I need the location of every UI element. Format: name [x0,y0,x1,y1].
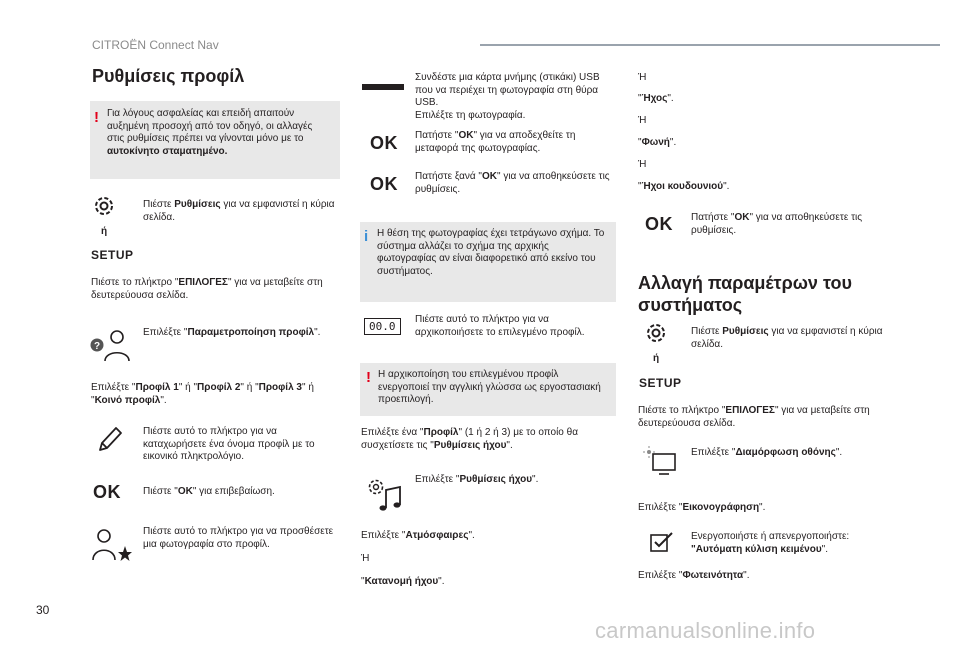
step-illustration: Επιλέξτε "Εικονογράφηση". [638,502,766,513]
photo-info-box [360,222,616,302]
setup-button-label: SETUP [91,248,134,262]
info-icon: i [364,228,369,245]
step-select-profile-sound: Επιλέξτε ένα "Προφίλ" (1 ή 2 ή 3) με το οποίο θα συσχετίσετε τις "Ρυθμίσεις ήχου". [361,427,578,451]
usb-instructions: Συνδέστε μια κάρτα μνήμης (στικάκι) USB που να περιέχει τη φωτογραφία στη θύρα USB. Επιλέξτε τη φωτογραφία. [415,72,600,121]
or-label-2: Ή [361,553,370,564]
settings-gear-icon-2 [645,322,667,349]
step-options-2: Πιέστε το πλήκτρο "ΕΠΙΛΟΓΕΣ" για να μεταβείτε στη δευτερεύουσα σελίδα. [638,405,870,429]
or-label-4: Ή [638,115,647,126]
system-params-title: Αλλαγή παραμέτρων του συστήματος [638,273,852,315]
step-sound-settings: Επιλέξτε "Ρυθμίσεις ήχου". [415,474,539,485]
step-select-profile: Επιλέξτε "Προφίλ 1" ή "Προφίλ 2" ή "Προφίλ 3" ή "Κοινό προφίλ". [91,382,314,406]
setup-button-label-2: SETUP [639,376,682,390]
ok-button-label-3: OK [370,174,398,194]
settings-gear-icon [93,195,115,222]
step-save-settings: Πατήστε ξανά "OK" για να αποθηκεύσετε τις ρυθμίσεις. [415,171,610,195]
step-reset-profile: Πιέστε αυτό το πλήκτρο για να αρχικοποιήσετε το επιλεγμένο προφίλ. [415,314,585,338]
option-distribution: "Κατανομή ήχου". [361,576,445,587]
ok-button-label: OK [93,482,121,502]
ok-button-label-4: OK [645,214,673,234]
warning-icon: ! [94,109,99,126]
option-sound: "Ήχος". [638,93,674,104]
or-label-6: ή [653,353,660,364]
or-label-5: Ή [638,159,647,170]
step-display-config: Επιλέξτε "Διαμόρφωση οθόνης". [691,447,843,458]
watermark: carmanualsonline.info [595,618,816,643]
step-open-settings-2: Πιέστε Ρυθμίσεις για να εμφανιστεί η κύρια σελίδα. [691,326,883,350]
safety-warning-box [90,101,340,179]
or-label: ή [101,226,108,237]
safety-warning-text: Για λόγους ασφαλείας και επειδή απαιτούν αυξημένη προσοχή από τον οδηγό, οι αλλαγές στις ρυθμίσεις πρέπει να γίνονται μόνο με το αυτοκίνητο σταματημένο. [107,108,313,157]
step-add-photo: Πιέστε αυτό το πλήκτρο για να προσθέσετε μια φωτογραφία στο προφίλ. [143,526,334,550]
add-photo-icon [92,527,132,568]
step-enter-name: Πιέστε αυτό το πλήκτρο για να καταχωρήσετε ένα όνομα προφίλ με το εικονικό πληκτρολόγιο. [143,426,315,462]
checkbox-icon [650,532,674,557]
header-title: CITROËN Connect Nav [92,38,219,52]
display-config-icon [643,446,679,481]
step-brightness: Επιλέξτε "Φωτεινότητα". [638,570,750,581]
option-ringtones: "Ήχοι κουδουνιού". [638,181,730,192]
reset-icon: 00.0 [364,318,401,335]
step-ambiance: Επιλέξτε "Ατμόσφαιρες". [361,530,475,541]
pencil-icon [97,425,123,458]
step-confirm: Πιέστε "OK" για επιβεβαίωση. [143,486,275,497]
or-label-3: Ή [638,72,647,83]
step-accept-transfer: Πατήστε "OK" για να αποδεχθείτε τη μεταφορά της φωτογραφίας. [415,130,576,154]
option-voice: "Φωνή". [638,137,677,148]
svg-text:?: ? [93,341,101,352]
profile-settings-title: Ρυθμίσεις προφίλ [92,66,245,86]
warning-icon-2: ! [366,369,371,386]
reset-warning-text: Η αρχικοποίηση του επιλεγμένου προφίλ ενεργοποιεί την αγγλική γλώσσα ως εργοστασιακή προεπιλογή. [378,369,601,405]
reset-warning-box [360,363,616,416]
step-save-sound: Πατήστε "OK" για να αποθηκεύσετε τις ρυθμίσεις. [691,212,863,236]
header-divider [480,44,940,46]
step-profile-customization: Επιλέξτε "Παραμετροποίηση προφίλ". [143,327,321,338]
sound-settings-icon [367,478,403,517]
ok-button-label-2: OK [370,133,398,153]
step-auto-scroll: Ενεργοποιήστε ή απενεργοποιήστε: "Αυτόματη κύλιση κειμένου". [691,531,850,555]
step-options: Πιέστε το πλήκτρο "ΕΠΙΛΟΓΕΣ" για να μεταβείτε στη δευτερεύουσα σελίδα. [91,277,323,301]
photo-info-text: Η θέση της φωτογραφίας έχει τετράγωνο σχήμα. Το σύστημα αλλάζει το σχήμα της αρχικής φωτογραφίας αν είναι διαφορετικό από εκείνο του συστήματος. [377,228,605,277]
step-open-settings: Πιέστε Ρυθμίσεις για να εμφανιστεί η κύρια σελίδα. [143,199,335,223]
usb-slot-icon [362,84,404,90]
profile-customization-icon [90,328,130,367]
page-number: 30 [36,603,50,617]
